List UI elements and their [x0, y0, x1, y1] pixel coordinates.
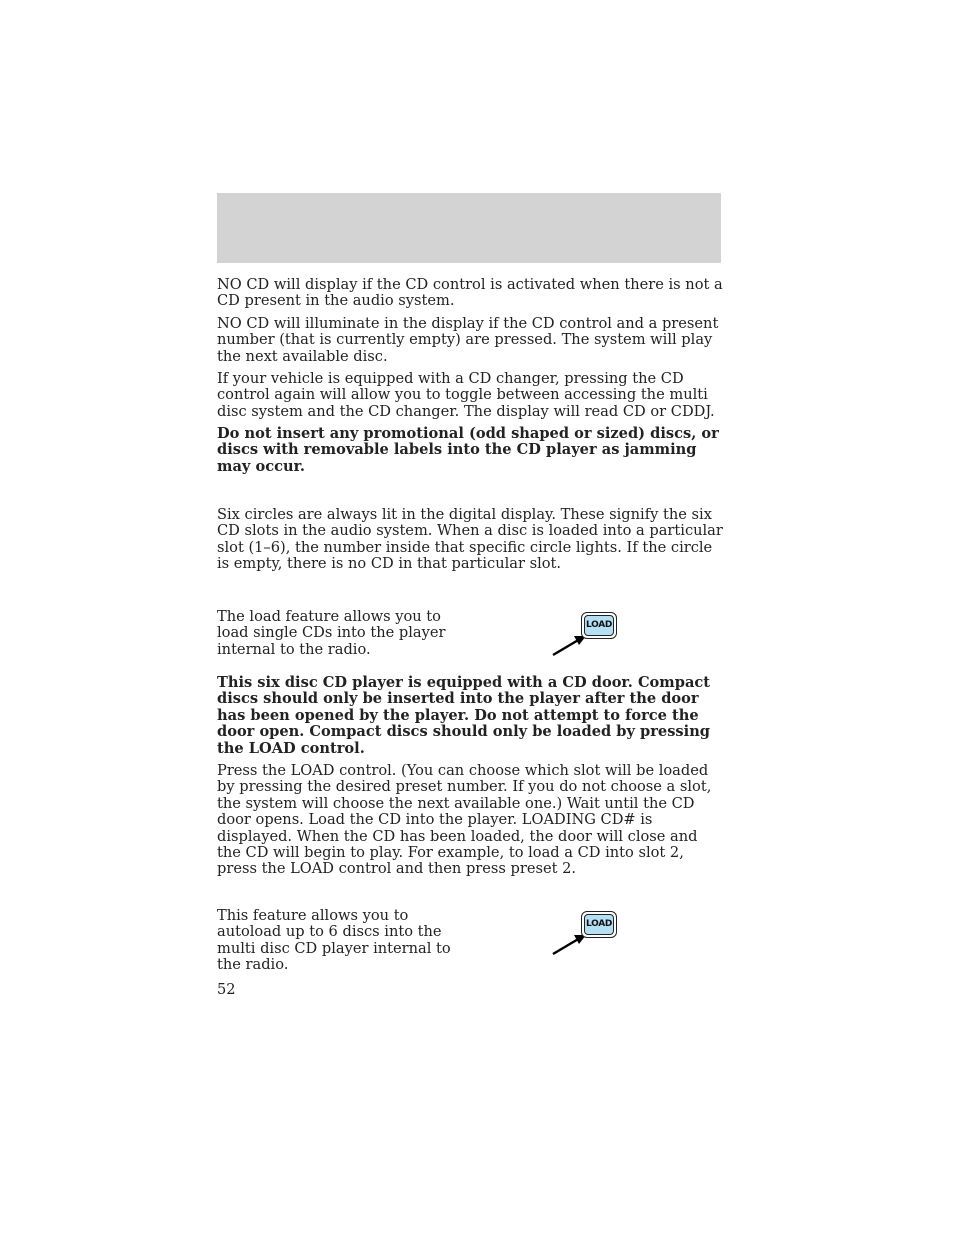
text-block-8 [217, 763, 723, 878]
paragraph-cd-changer: If your vehicle is equipped with a CD changer, pressing the CD control again will allow you to toggle between accessing the multi disc system and the CD changer. The display will read CD or CDDJ. [217, 370, 715, 420]
text-block-6 [217, 609, 477, 658]
text-block-7 [217, 675, 723, 757]
paragraph-six-circles: Six circles are always lit in the digital display. These signify the six CD slots in the audio system. When a disc is loaded into a particular slot (1–6), the number inside that specific circle lights. If the circle is empty, there is no CD in that particular slot. [217, 506, 723, 573]
section-header-band [217, 193, 721, 263]
text-block-3 [217, 371, 723, 420]
load-button[interactable] [581, 911, 617, 938]
load-button-label: LOAD [584, 615, 614, 636]
paragraph-no-cd-illuminate: NO CD will illuminate in the display if the CD control and a present number (that is currently empty) are pressed. The system will play the next available disc. [217, 315, 719, 365]
paragraph-load-steps: Press the LOAD control. (You can choose which slot will be loaded by pressing the desired preset number. If you do not choose a slot, the system will choose the next available one.) Wait until the CD door opens. Load the CD into the player. LOADING CD# is displayed. When the CD has been loaded, the door will close and the CD will begin to play. For example, to load a CD into slot 2, press the LOAD control and then press preset 2. [217, 762, 712, 878]
load-illustration-1 [552, 612, 632, 672]
text-block-2 [217, 316, 723, 365]
page-number: 52 [217, 981, 236, 998]
text-block-5 [217, 507, 723, 573]
text-block-1 [217, 277, 723, 310]
paragraph-autoload: This feature allows you to autoload up to 6 discs into the multi disc CD player internal to the radio. [217, 907, 451, 974]
load-illustration-2 [552, 911, 632, 971]
load-button[interactable] [581, 612, 617, 639]
text-block-9 [217, 908, 477, 974]
load-button-label: LOAD [584, 914, 614, 935]
paragraph-no-cd-display: NO CD will display if the CD control is activated when there is not a CD present in the audio system. [217, 276, 723, 310]
warning-promotional-discs: Do not insert any promotional (odd shaped or sized) discs, or discs with removable labels into the CD player as jamming may occur. [217, 425, 719, 475]
text-block-4 [217, 426, 723, 475]
paragraph-load-feature: The load feature allows you to load single CDs into the player internal to the radio. [217, 608, 446, 658]
warning-cd-door: This six disc CD player is equipped with a CD door. Compact discs should only be inserted into the player after the door has been opened by the player. Do not attempt to force the door open. Compact discs should only be loaded by pressing the LOAD control. [217, 674, 711, 757]
